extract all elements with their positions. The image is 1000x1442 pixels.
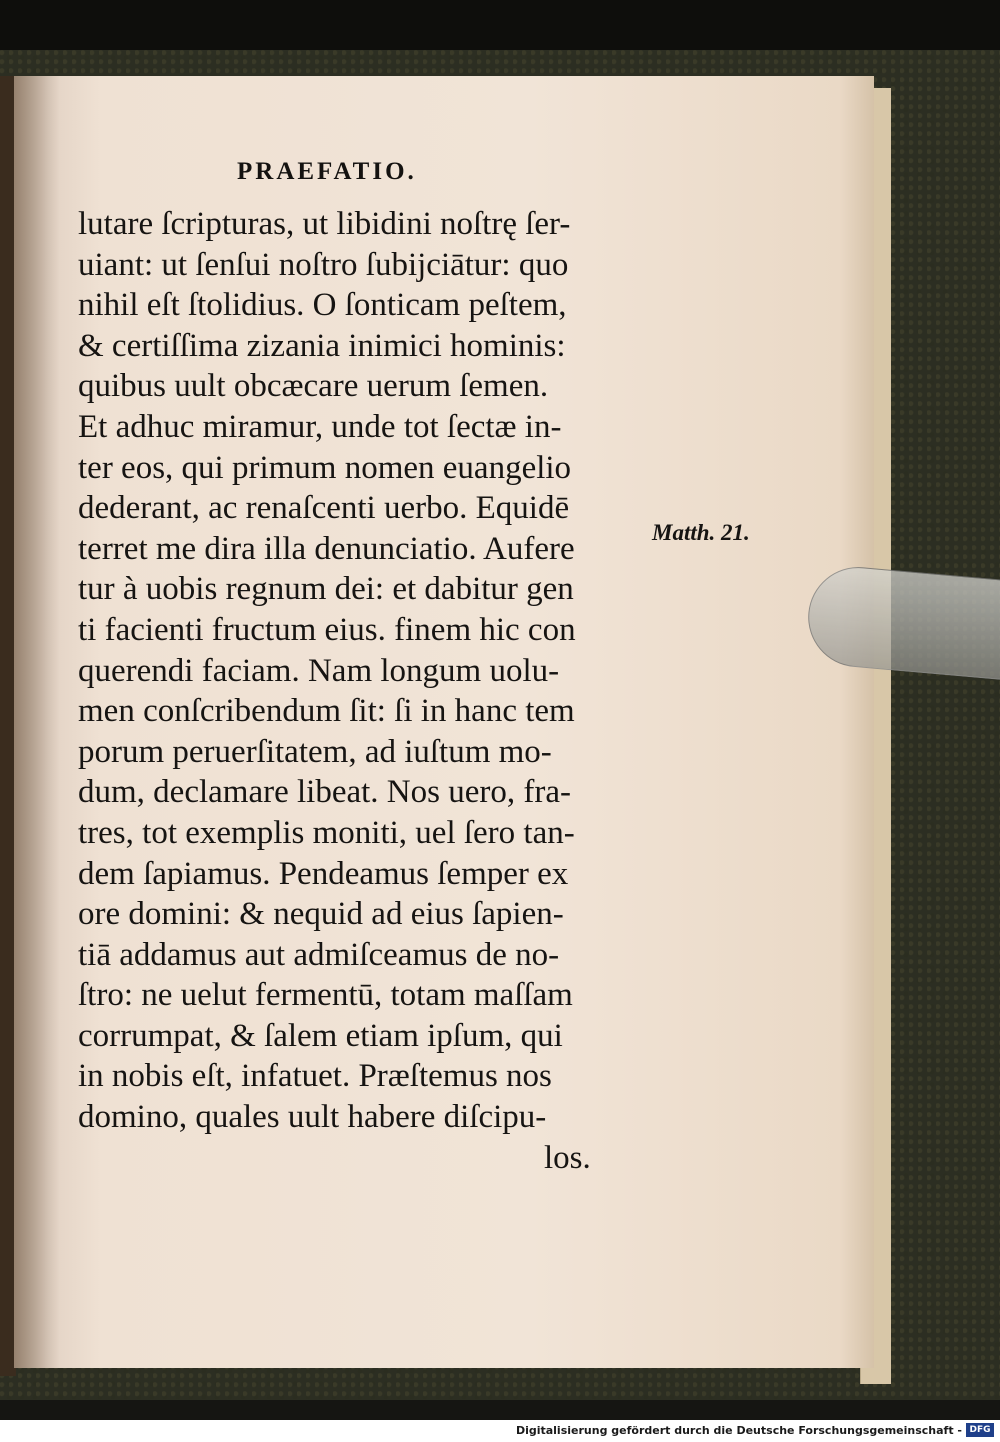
text-line: querendi faciam. Nam longum uolu- [78, 652, 560, 689]
dfg-logo: DFG [966, 1423, 994, 1437]
body-text [78, 204, 646, 1178]
text-line: terret me dira illa denunciatio. Aufere [78, 530, 575, 567]
text-line: Et adhuc miramur, unde tot ſectæ in- [78, 408, 562, 445]
digitization-credit: Digitalisierung gefördert durch die Deutsche Forschungsgemeinschaft - [515, 1424, 962, 1437]
text-line: quibus uult obcæcare uerum ſemen. [78, 368, 549, 405]
gutter-shadow [14, 76, 60, 1368]
text-line: ore domini: & nequid ad eius ſapien- [78, 896, 564, 933]
marginal-note: Matth. 21. [652, 520, 750, 545]
text-line: dem ſapiamus. Pendeamus ſemper ex [78, 855, 569, 892]
text-line: nihil eſt ſtolidius. O ſonticam peſtem, [78, 287, 567, 324]
text-line: tur à uobis regnum dei: et dabitur gen [78, 571, 574, 608]
text-line: tiā addamus aut admiſceamus de no- [78, 936, 560, 973]
text-line: in nobis eſt, infatuet. Præſtemus nos [78, 1058, 552, 1095]
text-line: ti facienti fructum eius. finem hic con [78, 611, 576, 648]
text-line: dederant, ac renaſcenti uerbo. Equidē [78, 490, 570, 527]
text-line: corrumpat, & ſalem etiam ipſum, qui [78, 1017, 563, 1054]
text-line: ſtro: ne uelut fermentū, totam maſſam [78, 977, 573, 1014]
text-line: ter eos, qui primum nomen euangelio [78, 449, 572, 486]
text-line: uiant: ut ſenſui noſtro ſubijciātur: quo [78, 246, 569, 283]
text-line: tres, tot exemplis moniti, uel ſero tan- [78, 814, 575, 851]
text-line: lutare ſcripturas, ut libidini noſtrę ſer- [78, 206, 571, 242]
text-line: porum peruerſitatem, ad iuſtum mo- [78, 733, 552, 770]
running-head: PRAEFATIO. [237, 158, 417, 185]
text-line: dum, declamare libeat. Nos uero, fra- [78, 774, 571, 811]
text-line: & certiſſima zizania inimici hominis: [78, 327, 566, 364]
text-line: domino, quales uult habere diſcipu- [78, 1099, 547, 1136]
top-background [0, 0, 1000, 55]
text-line: los. [544, 1139, 591, 1176]
text-line: men conſcribendum ſit: ſi in hanc tem [78, 693, 575, 730]
